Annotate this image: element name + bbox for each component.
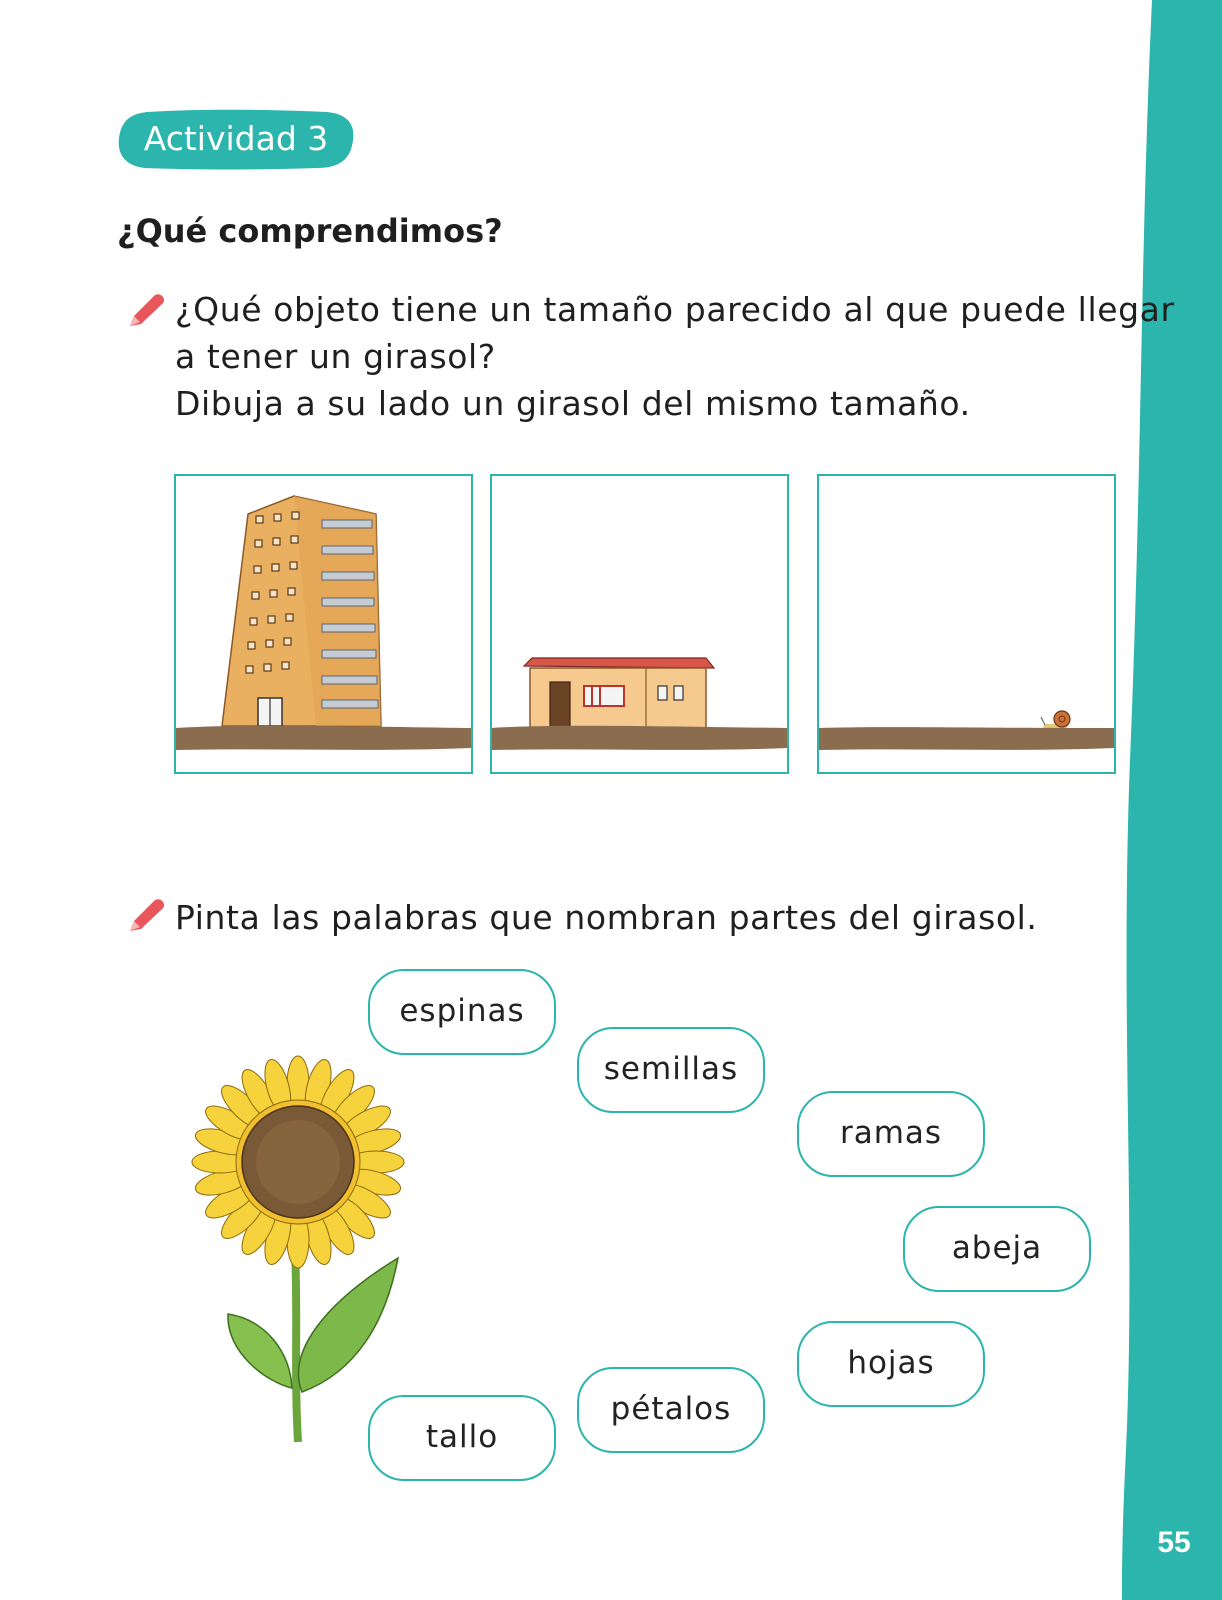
house-panel[interactable] (490, 474, 789, 774)
section-title: ¿Qué comprendimos? (117, 212, 503, 250)
activity-badge (117, 108, 355, 172)
pencil-icon (126, 895, 166, 935)
question-1-line-1: ¿Qué objeto tiene un tamaño parecido al que puede llegar (175, 290, 1175, 329)
question-1-line-3: Dibuja a su lado un girasol del mismo tamaño. (175, 384, 971, 423)
sunflower-illustration (186, 1052, 416, 1442)
word-chip-tallo[interactable]: tallo (368, 1395, 556, 1481)
snail-illustration (819, 476, 1114, 772)
question-1-line-2: a tener un girasol? (175, 337, 496, 376)
question-2: Pinta las palabras que nombran partes del girasol. (175, 898, 1038, 937)
word-chip-hojas[interactable]: hojas (797, 1321, 985, 1407)
pencil-icon (126, 290, 166, 330)
word-chip-abeja[interactable]: abeja (903, 1206, 1091, 1292)
snail-panel[interactable] (817, 474, 1116, 774)
activity-label: Actividad 3 (143, 119, 329, 158)
page-number: 55 (1157, 1526, 1191, 1559)
side-band (1112, 0, 1222, 1600)
building-illustration (176, 476, 471, 772)
word-chip-ramas[interactable]: ramas (797, 1091, 985, 1177)
word-chip-semillas[interactable]: semillas (577, 1027, 765, 1113)
question-1 (175, 286, 1175, 427)
word-chip-espinas[interactable]: espinas (368, 969, 556, 1055)
word-chip-petalos[interactable]: pétalos (577, 1367, 765, 1453)
building-panel[interactable] (174, 474, 473, 774)
house-illustration (492, 476, 787, 772)
